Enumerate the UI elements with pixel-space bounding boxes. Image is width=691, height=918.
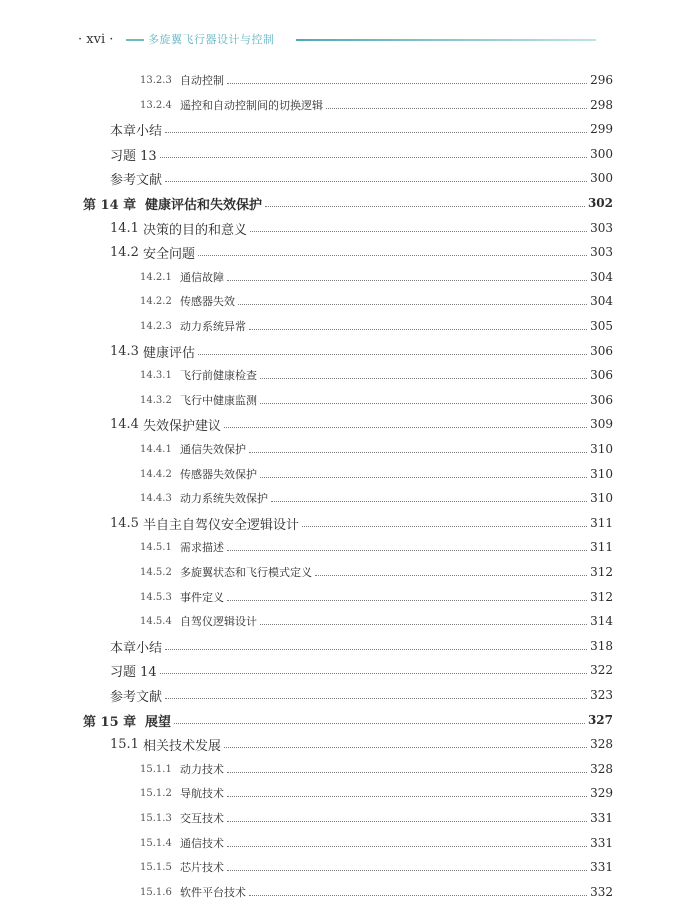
toc-entry[interactable] — [110, 685, 613, 705]
dot-leader — [265, 206, 585, 207]
toc-entry-page-number: 329 — [590, 786, 613, 800]
toc-entry-number: 14.5.4 — [140, 615, 172, 627]
toc-entry-page-number: 314 — [590, 614, 613, 628]
toc-entry-title: 本章小结 — [110, 123, 163, 139]
toc-entry-title: 本章小结 — [110, 640, 163, 656]
dot-leader — [165, 698, 587, 699]
toc-entry-page-number: 312 — [590, 565, 613, 579]
toc-entry-title: 交互技术 — [180, 812, 224, 825]
toc-entry-title: 飞行前健康检查 — [180, 369, 257, 382]
dot-leader — [227, 550, 587, 551]
dot-leader — [260, 378, 587, 379]
toc-entry-page-number: 300 — [590, 147, 613, 161]
dot-leader — [260, 477, 587, 478]
toc-entry-title: 通信故障 — [180, 271, 224, 284]
toc-entry-number: 15.1.2 — [140, 787, 172, 799]
toc-entry[interactable] — [110, 636, 613, 656]
toc-entry-page-number: 311 — [590, 540, 613, 554]
toc-entry-page-number: 322 — [590, 663, 613, 677]
toc-entry-page-number: 302 — [587, 196, 613, 210]
toc-entry-page-number: 305 — [590, 319, 613, 333]
toc-entry-number: 14.2 — [110, 244, 139, 260]
toc-entry[interactable] — [140, 488, 613, 508]
toc-entry[interactable] — [140, 70, 613, 90]
toc-entry-number: 15.1.4 — [140, 837, 172, 849]
toc-entry-page-number: 306 — [590, 393, 613, 407]
toc-entry-title: 软件平台技术 — [180, 886, 246, 899]
toc-entry-number: 第 15 章 — [83, 714, 137, 730]
dot-leader — [160, 157, 587, 158]
toc-entry-page-number: 304 — [590, 270, 613, 284]
dot-leader — [227, 846, 587, 847]
dot-leader — [227, 870, 587, 871]
toc-entry-title: 失效保护建议 — [143, 418, 222, 434]
dot-leader — [165, 132, 587, 133]
toc-entry-number: 15.1.5 — [140, 861, 172, 873]
toc-entry-title: 导航技术 — [180, 787, 224, 800]
toc-entry-title: 习题 13 — [110, 148, 157, 164]
dot-leader — [165, 649, 587, 650]
toc-entry[interactable] — [140, 316, 613, 336]
toc-entry-number: 14.4.3 — [140, 492, 172, 504]
toc-entry[interactable] — [83, 710, 613, 730]
toc-entry-number: 14.5.3 — [140, 591, 172, 603]
toc-entry[interactable] — [140, 365, 613, 385]
toc-entry-number: 第 14 章 — [83, 197, 137, 213]
toc-entry-page-number: 312 — [590, 590, 613, 604]
toc-entry[interactable] — [110, 119, 613, 139]
toc-entry-title: 传感器失效 — [180, 295, 235, 308]
toc-entry-page-number: 303 — [590, 245, 613, 259]
toc-entry-page-number: 299 — [590, 122, 613, 136]
toc-entry-number: 14.4.1 — [140, 443, 172, 455]
toc-entry[interactable] — [140, 759, 613, 779]
header-rule-left — [126, 39, 144, 41]
toc-entry-page-number: 298 — [590, 98, 613, 112]
dot-leader — [260, 624, 587, 625]
toc-entry-title: 健康评估 — [143, 345, 196, 361]
toc-entry[interactable] — [110, 218, 613, 238]
toc-entry-number: 15.1 — [110, 736, 139, 752]
toc-entry[interactable] — [110, 341, 613, 361]
toc-entry[interactable] — [110, 168, 613, 188]
toc-entry-number: 14.2.1 — [140, 271, 172, 283]
dot-leader — [250, 231, 587, 232]
dot-leader — [260, 403, 587, 404]
toc-entry-page-number: 332 — [590, 885, 613, 899]
toc-entry-page-number: 296 — [590, 73, 613, 87]
dot-leader — [302, 526, 587, 527]
toc-entry-page-number: 331 — [590, 836, 613, 850]
toc-entry-page-number: 309 — [590, 417, 613, 431]
toc-entry-number: 14.4.2 — [140, 468, 172, 480]
toc-entry-page-number: 306 — [590, 368, 613, 382]
toc-entry-number: 14.3.1 — [140, 369, 172, 381]
toc-entry-title: 自动控制 — [180, 74, 224, 87]
toc-entry[interactable] — [140, 267, 613, 287]
toc-entry-title: 健康评估和失效保护 — [145, 197, 263, 213]
toc-entry[interactable] — [110, 144, 613, 164]
toc-entry[interactable] — [140, 464, 613, 484]
toc-entry[interactable] — [110, 734, 613, 754]
toc-entry-page-number: 306 — [590, 344, 613, 358]
dot-leader — [198, 354, 587, 355]
toc-entry[interactable] — [110, 513, 613, 533]
dot-leader — [198, 255, 587, 256]
toc-entry-title: 遥控和自动控制间的切换逻辑 — [180, 99, 323, 112]
dot-leader — [224, 427, 587, 428]
toc-entry[interactable] — [140, 783, 613, 803]
toc-entry-title: 安全问题 — [143, 246, 196, 262]
toc-entry-number: 13.2.3 — [140, 74, 172, 86]
dot-leader — [249, 329, 587, 330]
dot-leader — [249, 895, 587, 896]
toc-entry-number: 15.1.6 — [140, 886, 172, 898]
toc-entry[interactable] — [140, 882, 613, 902]
toc-entry-title: 展望 — [145, 714, 172, 730]
toc-entry-title: 参考文献 — [110, 172, 163, 188]
toc-entry-number: 15.1.1 — [140, 763, 172, 775]
dot-leader — [227, 821, 587, 822]
toc-entry-page-number: 310 — [590, 467, 613, 481]
toc-entry-title: 动力系统失效保护 — [180, 492, 268, 505]
toc-entry-title: 习题 14 — [110, 664, 157, 680]
dot-leader — [165, 181, 587, 182]
dot-leader — [174, 723, 585, 724]
toc-entry-number: 14.4 — [110, 416, 139, 432]
toc-entry-page-number: 331 — [590, 811, 613, 825]
page-header — [78, 32, 598, 48]
toc-entry-number: 14.3.2 — [140, 394, 172, 406]
toc-entry-title: 动力系统异常 — [180, 320, 246, 333]
dot-leader — [224, 747, 587, 748]
toc-entry-title: 决策的目的和意义 — [143, 222, 248, 238]
dot-leader — [227, 600, 587, 601]
toc-entry[interactable] — [110, 414, 613, 434]
toc-entry[interactable] — [140, 833, 613, 853]
toc-entry-title: 半自主自驾仪安全逻辑设计 — [143, 517, 300, 533]
toc-entry[interactable] — [83, 193, 613, 213]
toc-entry-page-number: 318 — [590, 639, 613, 653]
page-number: · xvi · — [78, 32, 114, 47]
toc-entry-page-number: 331 — [590, 860, 613, 874]
toc-entry-number: 15.1.3 — [140, 812, 172, 824]
toc-entry-page-number: 300 — [590, 171, 613, 185]
toc-entry-page-number: 303 — [590, 221, 613, 235]
toc-entry[interactable] — [110, 660, 613, 680]
toc-entry-title: 动力技术 — [180, 763, 224, 776]
toc-entry-title: 芯片技术 — [180, 861, 224, 874]
dot-leader — [227, 796, 587, 797]
toc-entry-number: 14.5.1 — [140, 541, 172, 553]
toc-entry-page-number: 311 — [590, 516, 613, 530]
toc-entry-page-number: 323 — [590, 688, 613, 702]
toc-entry[interactable] — [140, 587, 613, 607]
dot-leader — [227, 772, 587, 773]
toc-entry-title: 事件定义 — [180, 591, 224, 604]
toc-entry-title: 多旋翼状态和飞行模式定义 — [180, 566, 312, 579]
toc-entry-page-number: 310 — [590, 442, 613, 456]
toc-entry[interactable] — [140, 537, 613, 557]
toc-entry-title: 参考文献 — [110, 689, 163, 705]
toc-entry[interactable] — [140, 390, 613, 410]
dot-leader — [315, 575, 587, 576]
toc-entry-title: 需求描述 — [180, 541, 224, 554]
dot-leader — [160, 673, 587, 674]
toc-entry-title: 相关技术发展 — [143, 738, 222, 754]
toc-entry[interactable] — [140, 439, 613, 459]
toc-entry-page-number: 328 — [590, 762, 613, 776]
toc-entry-number: 14.2.3 — [140, 320, 172, 332]
toc-entry-number: 14.2.2 — [140, 295, 172, 307]
toc-entry-title: 自驾仪逻辑设计 — [180, 615, 257, 628]
toc-entry-number: 14.5.2 — [140, 566, 172, 578]
dot-leader — [271, 501, 587, 502]
toc-entry-number: 14.1 — [110, 220, 139, 236]
toc-entry-page-number: 304 — [590, 294, 613, 308]
toc-entry-title: 通信技术 — [180, 837, 224, 850]
toc-entry[interactable] — [140, 808, 613, 828]
dot-leader — [227, 280, 587, 281]
toc-entry[interactable] — [140, 291, 613, 311]
dot-leader — [249, 452, 587, 453]
dot-leader — [227, 83, 587, 84]
toc-entry[interactable] — [110, 242, 613, 262]
running-book-title: 多旋翼飞行器设计与控制 — [148, 33, 275, 46]
dot-leader — [238, 304, 587, 305]
toc-entry-page-number: 327 — [587, 713, 613, 727]
toc-entry[interactable] — [140, 95, 613, 115]
toc-entry[interactable] — [140, 611, 613, 631]
toc-entry[interactable] — [140, 857, 613, 877]
toc-entry-title: 通信失效保护 — [180, 443, 246, 456]
toc-entry-number: 14.5 — [110, 515, 139, 531]
toc-entry-number: 13.2.4 — [140, 99, 172, 111]
dot-leader — [326, 108, 587, 109]
toc-entry-page-number: 310 — [590, 491, 613, 505]
toc-entry-page-number: 328 — [590, 737, 613, 751]
toc-entry-number: 14.3 — [110, 343, 139, 359]
toc-entry-title: 飞行中健康监测 — [180, 394, 257, 407]
toc-entry[interactable] — [140, 562, 613, 582]
toc-entry-title: 传感器失效保护 — [180, 468, 257, 481]
header-rule-right — [296, 39, 596, 41]
